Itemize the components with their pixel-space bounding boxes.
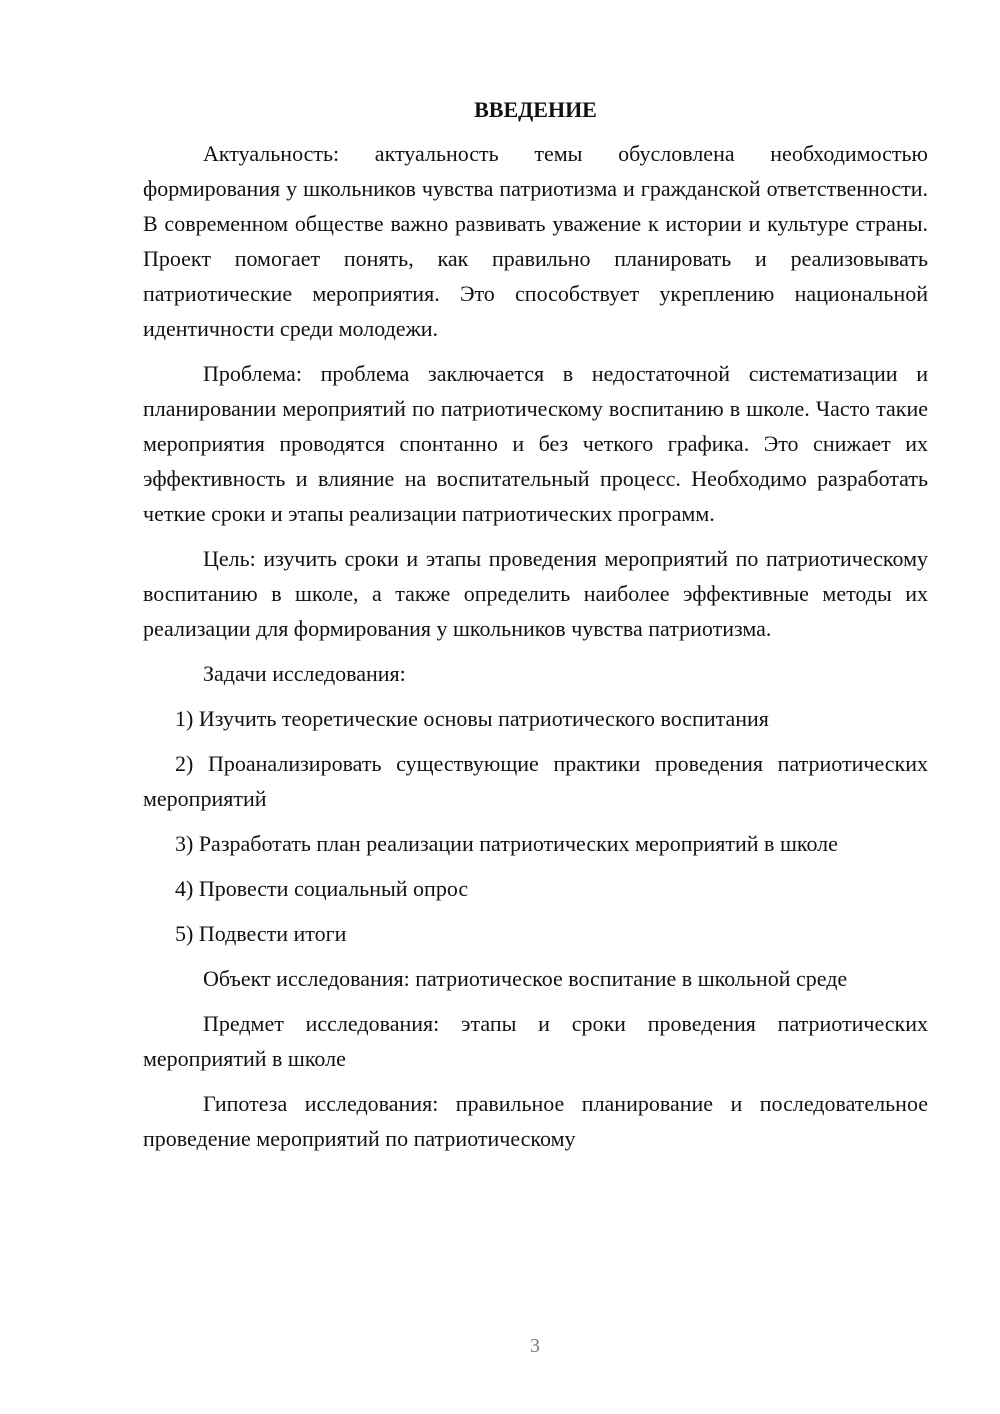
document-body [143, 95, 928, 1156]
research-subject-paragraph: Предмет исследования: этапы и сроки проведения патриотических мероприятий в школе [143, 1011, 928, 1071]
relevance-paragraph: Актуальность: актуальность темы обусловлена необходимостью формирования у школьников чувства патриотизма и гражданской ответственности. В современном обществе важно развивать уважение к истории и культуре страны. Проект помогает понять, как правильно планировать и реализовывать патриотические мероприятия. Это способствует укреплению национальной идентичности среди молодежи. [143, 141, 928, 341]
task-item-4: 4) Провести социальный опрос [175, 876, 469, 901]
research-object-paragraph: Объект исследования: патриотическое воспитание в школьной среде [203, 966, 848, 991]
problem-paragraph: Проблема: проблема заключается в недостаточной систематизации и планировании мероприятий по патриотическому воспитанию в школе. Часто такие мероприятия проводятся спонтанно и без четкого графика. Это снижает их эффективность и влияние на воспитательный процесс. Необходимо разработать четкие сроки и этапы реализации патриотических программ. [143, 361, 928, 526]
tasks-heading: Задачи исследования: [203, 661, 406, 686]
goal-paragraph: Цель: изучить сроки и этапы проведения мероприятий по патриотическому воспитанию в школе, а также определить наиболее эффективные методы их реализации для формирования у школьников чувства патриотизма. [143, 546, 928, 641]
task-item-3: 3) Разработать план реализации патриотических мероприятий в школе [175, 831, 838, 856]
page-title: ВВЕДЕНИЕ [474, 97, 597, 122]
task-item-1: 1) Изучить теоретические основы патриотического воспитания [175, 706, 769, 731]
hypothesis-paragraph: Гипотеза исследования: правильное планирование и последовательное проведение мероприятий по патриотическому [143, 1091, 928, 1151]
task-item-2: 2) Проанализировать существующие практики проведения патриотических мероприятий [143, 751, 928, 811]
task-item-5: 5) Подвести итоги [175, 921, 347, 946]
page-number: 3 [530, 1335, 540, 1357]
